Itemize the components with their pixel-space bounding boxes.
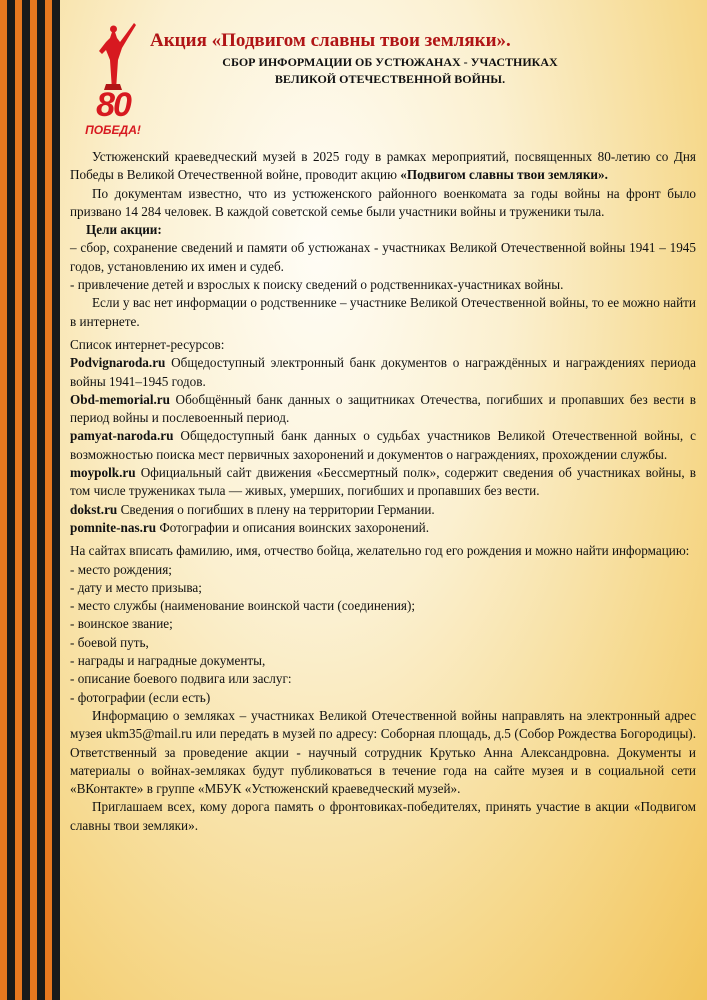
resource-desc: Обобщённый банк данных о защитниках Отечества, погибших и пропавших без вести в период войны и послевоенный период. [70,391,696,426]
subtitle-line-1: СБОР ИНФОРМАЦИИ ОБ УСТЮЖАНАХ - УЧАСТНИКАХ [222,55,558,69]
victory-80-logo [82,20,144,138]
resource-item [70,427,696,464]
search-item: - дату и место призыва; [70,579,202,595]
page-title: Акция «Подвигом славны твои земляки». [150,30,511,51]
st-george-ribbon [0,0,60,1000]
search-item: - описание боевого подвига или заслуг: [70,671,292,687]
goal-item: – сбор, сохранение сведений и памяти об устюжанах - участниках Великой Отечественной войны 1941 – 1945 годов, установлению их имен и судеб. [70,240,696,274]
resource-desc: Фотографии и описания воинских захоронений. [156,519,429,535]
subtitle-line-2: ВЕЛИКОЙ ОТЕЧЕСТВЕННОЙ ВОЙНЫ. [274,72,506,86]
search-intro: На сайтах вписать фамилию, имя, отчество бойца, желательно год его рождения и можно найти информацию: [70,543,690,559]
resource-desc: Официальный сайт движения «Бессмертный полк», содержит сведения об участниках войны, в том числе тружениках тыла — живых, умерших, погибших и пропавших без вести. [70,465,696,499]
search-item: - боевой путь, [70,634,149,650]
resource-desc: Общедоступный банк данных о судьбах участников Великой Отечественной войны, с возможностью поиска мест первичных захоронений и документов о награждениях, прохождении службы. [70,428,696,462]
page-subtitle [170,54,610,88]
no-info-paragraph: Если у вас нет информации о родственнике – участнике Великой Отечественной войны, то ее можно найти в интернете. [70,295,696,329]
resource-site[interactable]: pamyat-naroda.ru [70,428,174,444]
motherland-statue-icon [82,20,144,92]
resource-item [70,391,696,428]
resource-item [70,464,696,501]
conscription-paragraph: По документам известно, что из устюженского районного военкомата за годы войны на фронт было призвано 14 284 человек. В каждой советской семье были участники войны и труженики тыла. [70,185,696,219]
search-item: - воинское звание; [70,616,173,632]
search-item: - фотографии (если есть) [70,689,211,705]
resource-item [70,519,696,537]
contact-paragraph: Информацию о земляках – участниках Великой Отечественной войны направлять на электронный адрес музея ukm35@mail.ru или передать в музей по адресу: Соборная площадь, д.5 (Собор Рождества Богородицы). Ответственный за проведение акции - научный сотрудник Крутько Анна Александровна. Документы и материалы о войнах-земляках будут публиковаться в течение года на сайте музея и в социальной сети «ВКонтакте» в группе «МБУК «Устюженский краеведческий музей». [70,707,696,797]
document-body [70,148,696,835]
search-item: - награды и наградные документы, [70,653,266,669]
search-item: - место рождения; [70,561,172,577]
resources-heading: Список интернет-ресурсов: [70,336,225,352]
search-item: - место службы (наименование воинской части (соединения); [70,598,416,614]
action-name: «Подвигом славны твои земляки». [400,167,608,183]
intro-text: Устюженский краеведческий музей в 2025 году в рамках мероприятий, посвященных 80-летию со Дня Победы в Великой Отечественной войне, проводит акцию [70,149,696,183]
resource-desc: Сведения о погибших в плену на территории Германии. [117,501,435,517]
resource-site[interactable]: moypolk.ru [70,465,136,481]
goals-heading: Цели акции: [86,222,162,238]
resource-item [70,354,696,391]
intro-paragraph [70,148,696,185]
resource-site[interactable]: pomnite-nas.ru [70,519,157,535]
goal-item: - привлечение детей и взрослых к поиску сведений о родственниках-участниках войны. [70,277,564,293]
resource-site[interactable]: Obd-memorial.ru [70,391,170,407]
resource-item [70,501,696,519]
emblem-number: 80 [96,86,130,124]
resource-site[interactable]: dokst.ru [70,501,118,517]
invitation-paragraph: Приглашаем всех, кому дорога память о фронтовиках-победителях, принять участие в акции «Подвигом славны твои земляки». [70,799,696,833]
resource-desc: Общедоступный электронный банк документов о награждённых и награждениях периода войны 1941–1945 годов. [70,355,696,389]
emblem-word: ПОБЕДА! [85,123,141,137]
resource-site[interactable]: Podvignaroda.ru [70,355,166,371]
